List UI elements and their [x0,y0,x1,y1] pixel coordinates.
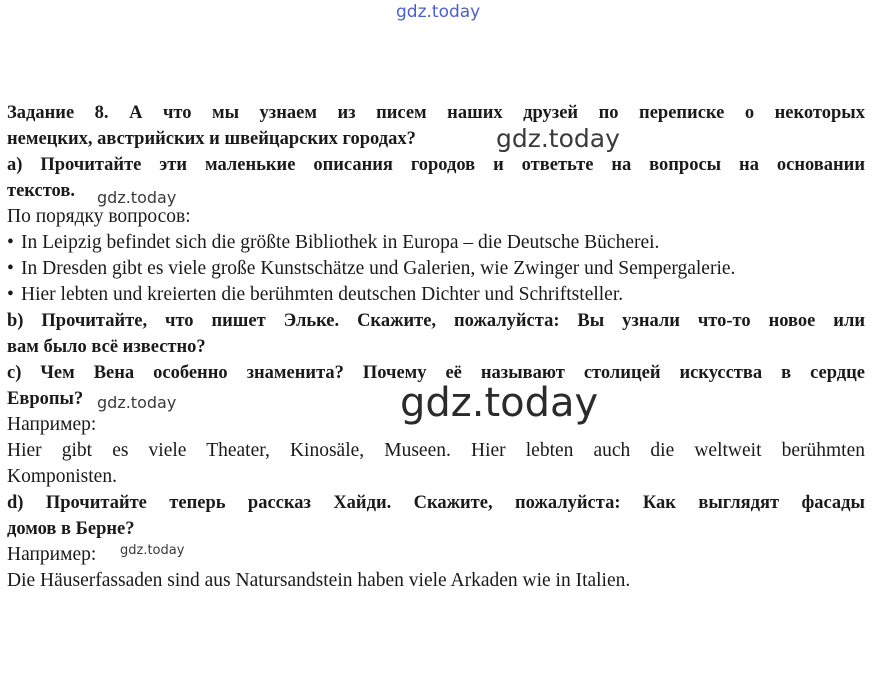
watermark-2: gdz.today [97,188,177,207]
task-c-line1: c) Чем Вена особенно знаменита? Почему её называют столицей искусства в сердце [7,363,865,383]
bullet-dot-icon: • [7,284,14,305]
bullet-text: In Leipzig befindet sich die größte Bibliothek in Europa – die Deutsche Bücherei. [21,232,660,253]
example2-line1: Die Häuserfassaden sind aus Natursandstein haben viele Arkaden wie in Italien. [7,570,631,591]
bullet-item [7,282,865,308]
bullet-dot-icon: • [7,232,14,253]
bullet-text: In Dresden gibt es viele große Kunstschätze und Galerien, wie Zwinger und Sempergalerie. [21,258,736,279]
task-a-line1: а) Прочитайте эти маленькие описания городов и ответьте на вопросы на основании [7,155,865,175]
watermark-4: gdz.today [120,543,185,558]
watermark-1: gdz.today [496,124,620,153]
example2-label: Например: [7,544,97,565]
bullet-item [7,230,865,256]
bullet-dot-icon: • [7,258,14,279]
bullet-item [7,256,865,282]
example1-label: Например: [7,414,97,435]
bullet-text: Hier lebten und kreierten die berühmten deutschen Dichter und Schriftsteller. [21,284,624,305]
task-d-line1: d) Прочитайте теперь рассказ Хайди. Скажите, пожалуйста: Как выглядят фасады [7,493,865,513]
task-b-line1: b) Прочитайте, что пишет Эльке. Скажите, пожалуйста: Вы узнали что-то новое или [7,311,865,331]
watermark-3: gdz.today [97,393,177,412]
example1-line2: Komponisten. [7,466,117,487]
task-content [7,100,865,594]
watermark-big: gdz.today [400,380,599,426]
task-a-line2: текстов. [7,181,75,201]
task-b-line2: вам было всё известно? [7,337,206,357]
task-c-line2: Европы? [7,389,84,409]
task-title-line1: Задание 8. А что мы узнаем из писем наших друзей по переписке о некоторых [7,103,865,123]
task-title-line2: немецких, австрийских и швейцарских городах? [7,129,416,149]
watermark-top: gdz.today [396,2,481,22]
order-label: По порядку вопросов: [7,206,191,227]
example1-line1: Hier gibt es viele Theater, Kinosäle, Museen. Hier lebten auch die weltweit berühmten [7,440,865,461]
task-d-line2: домов в Берне? [7,519,135,539]
